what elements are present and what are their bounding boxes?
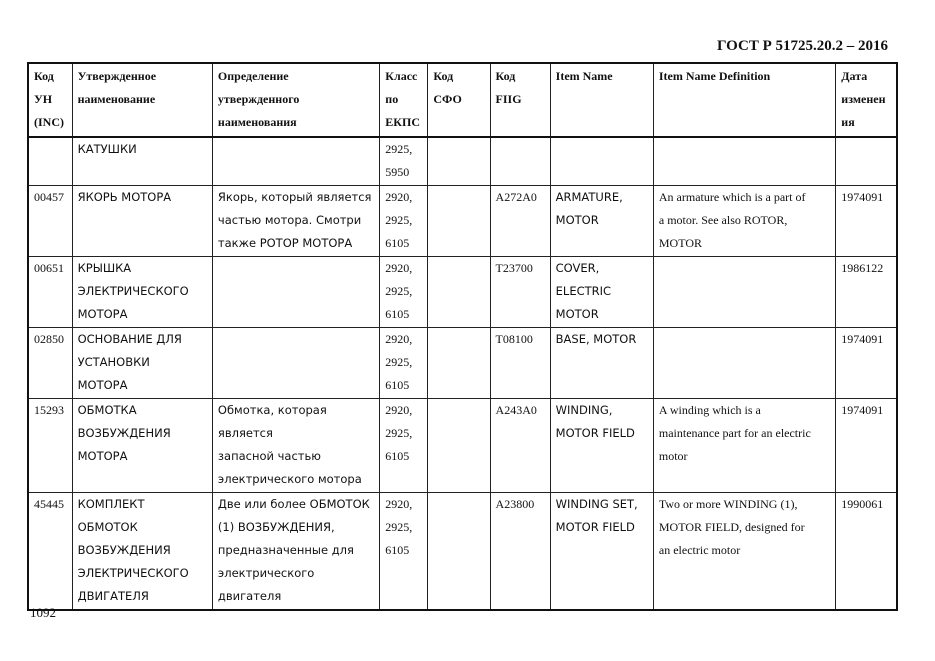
cell-inc: [28, 137, 72, 186]
cell-sfo-code: [428, 328, 490, 399]
cell-fiig-code: A272A0: [490, 186, 550, 257]
cell-inc: 15293: [28, 399, 72, 493]
cell-item-name-definition: An armature which is a part of a motor. See also ROTOR, MOTOR: [653, 186, 835, 257]
cell-sfo-code: [428, 493, 490, 611]
cell-approved-name: ЯКОРЬ МОТОРА: [72, 186, 212, 257]
header-approved-name: Утвержденное наименование: [72, 63, 212, 137]
header-fiig-code: Код FIIG: [490, 63, 550, 137]
cell-ekps-class: 2920, 2925, 6105: [380, 186, 428, 257]
cell-item-name-definition: [653, 328, 835, 399]
header-inc: Код УН (INC): [28, 63, 72, 137]
cell-item-name: COVER, ELECTRIC MOTOR: [550, 257, 653, 328]
cell-change-date: 1974091: [836, 399, 897, 493]
cell-change-date: 1974091: [836, 186, 897, 257]
cell-item-name: ARMATURE, MOTOR: [550, 186, 653, 257]
table-row: [28, 186, 897, 257]
cell-item-name: WINDING, MOTOR FIELD: [550, 399, 653, 493]
cell-item-name: BASE, MOTOR: [550, 328, 653, 399]
cell-item-name-definition: [653, 257, 835, 328]
cell-inc: 00651: [28, 257, 72, 328]
document-title: ГОСТ Р 51725.20.2 – 2016: [716, 38, 888, 54]
cell-definition: [212, 328, 379, 399]
cell-ekps-class: 2920, 2925, 6105: [380, 493, 428, 611]
header-sfo-code: Код СФО: [428, 63, 490, 137]
table-row: [28, 328, 897, 399]
cell-inc: 02850: [28, 328, 72, 399]
cell-fiig-code: T08100: [490, 328, 550, 399]
cell-definition: [212, 257, 379, 328]
cell-fiig-code: [490, 137, 550, 186]
cell-inc: 45445: [28, 493, 72, 611]
header-item-name: Item Name: [550, 63, 653, 137]
cell-item-name-definition: Two or more WINDING (1), MOTOR FIELD, designed for an electric motor: [653, 493, 835, 611]
table-row: [28, 399, 897, 493]
table-row: [28, 137, 897, 186]
page-number: 1092: [30, 605, 56, 620]
cell-definition: Якорь, который является частью мотора. Смотри также РОТОР МОТОРА: [212, 186, 379, 257]
header-change-date: Дата изменен ия: [836, 63, 897, 137]
cell-item-name: WINDING SET, MOTOR FIELD: [550, 493, 653, 611]
cell-definition: Две или более ОБМОТОК (1) ВОЗБУЖДЕНИЯ, предназначенные для электрического двигателя: [212, 493, 379, 611]
cell-fiig-code: A243A0: [490, 399, 550, 493]
table-row: [28, 257, 897, 328]
cell-approved-name: КРЫШКА ЭЛЕКТРИЧЕСКОГО МОТОРА: [72, 257, 212, 328]
cell-item-name-definition: [653, 137, 835, 186]
cell-approved-name: КОМПЛЕКТ ОБМОТОК ВОЗБУЖДЕНИЯ ЭЛЕКТРИЧЕСКОГО ДВИГАТЕЛЯ: [72, 493, 212, 611]
cell-change-date: 1986122: [836, 257, 897, 328]
cell-item-name-definition: A winding which is a maintenance part for an electric motor: [653, 399, 835, 493]
header-ekps-class: Класс по ЕКПС: [380, 63, 428, 137]
cell-approved-name: ОСНОВАНИЕ ДЛЯ УСТАНОВКИ МОТОРА: [72, 328, 212, 399]
items-table: [27, 62, 898, 611]
cell-fiig-code: T23700: [490, 257, 550, 328]
cell-ekps-class: 2920, 2925, 6105: [380, 257, 428, 328]
cell-change-date: 1990061: [836, 493, 897, 611]
cell-change-date: 1974091: [836, 328, 897, 399]
cell-sfo-code: [428, 399, 490, 493]
cell-sfo-code: [428, 186, 490, 257]
table-row: [28, 493, 897, 611]
cell-ekps-class: 2920, 2925, 6105: [380, 399, 428, 493]
cell-ekps-class: 2925, 5950: [380, 137, 428, 186]
table-header-row: [28, 63, 897, 137]
cell-sfo-code: [428, 137, 490, 186]
cell-approved-name: ОБМОТКА ВОЗБУЖДЕНИЯ МОТОРА: [72, 399, 212, 493]
cell-definition: [212, 137, 379, 186]
cell-item-name: [550, 137, 653, 186]
cell-change-date: [836, 137, 897, 186]
cell-sfo-code: [428, 257, 490, 328]
cell-fiig-code: A23800: [490, 493, 550, 611]
cell-approved-name: КАТУШКИ: [72, 137, 212, 186]
cell-ekps-class: 2920, 2925, 6105: [380, 328, 428, 399]
header-item-name-definition: Item Name Definition: [653, 63, 835, 137]
cell-inc: 00457: [28, 186, 72, 257]
header-definition: Определение утвержденного наименования: [212, 63, 379, 137]
cell-definition: Обмотка, которая является запасной частью электрического мотора: [212, 399, 379, 493]
